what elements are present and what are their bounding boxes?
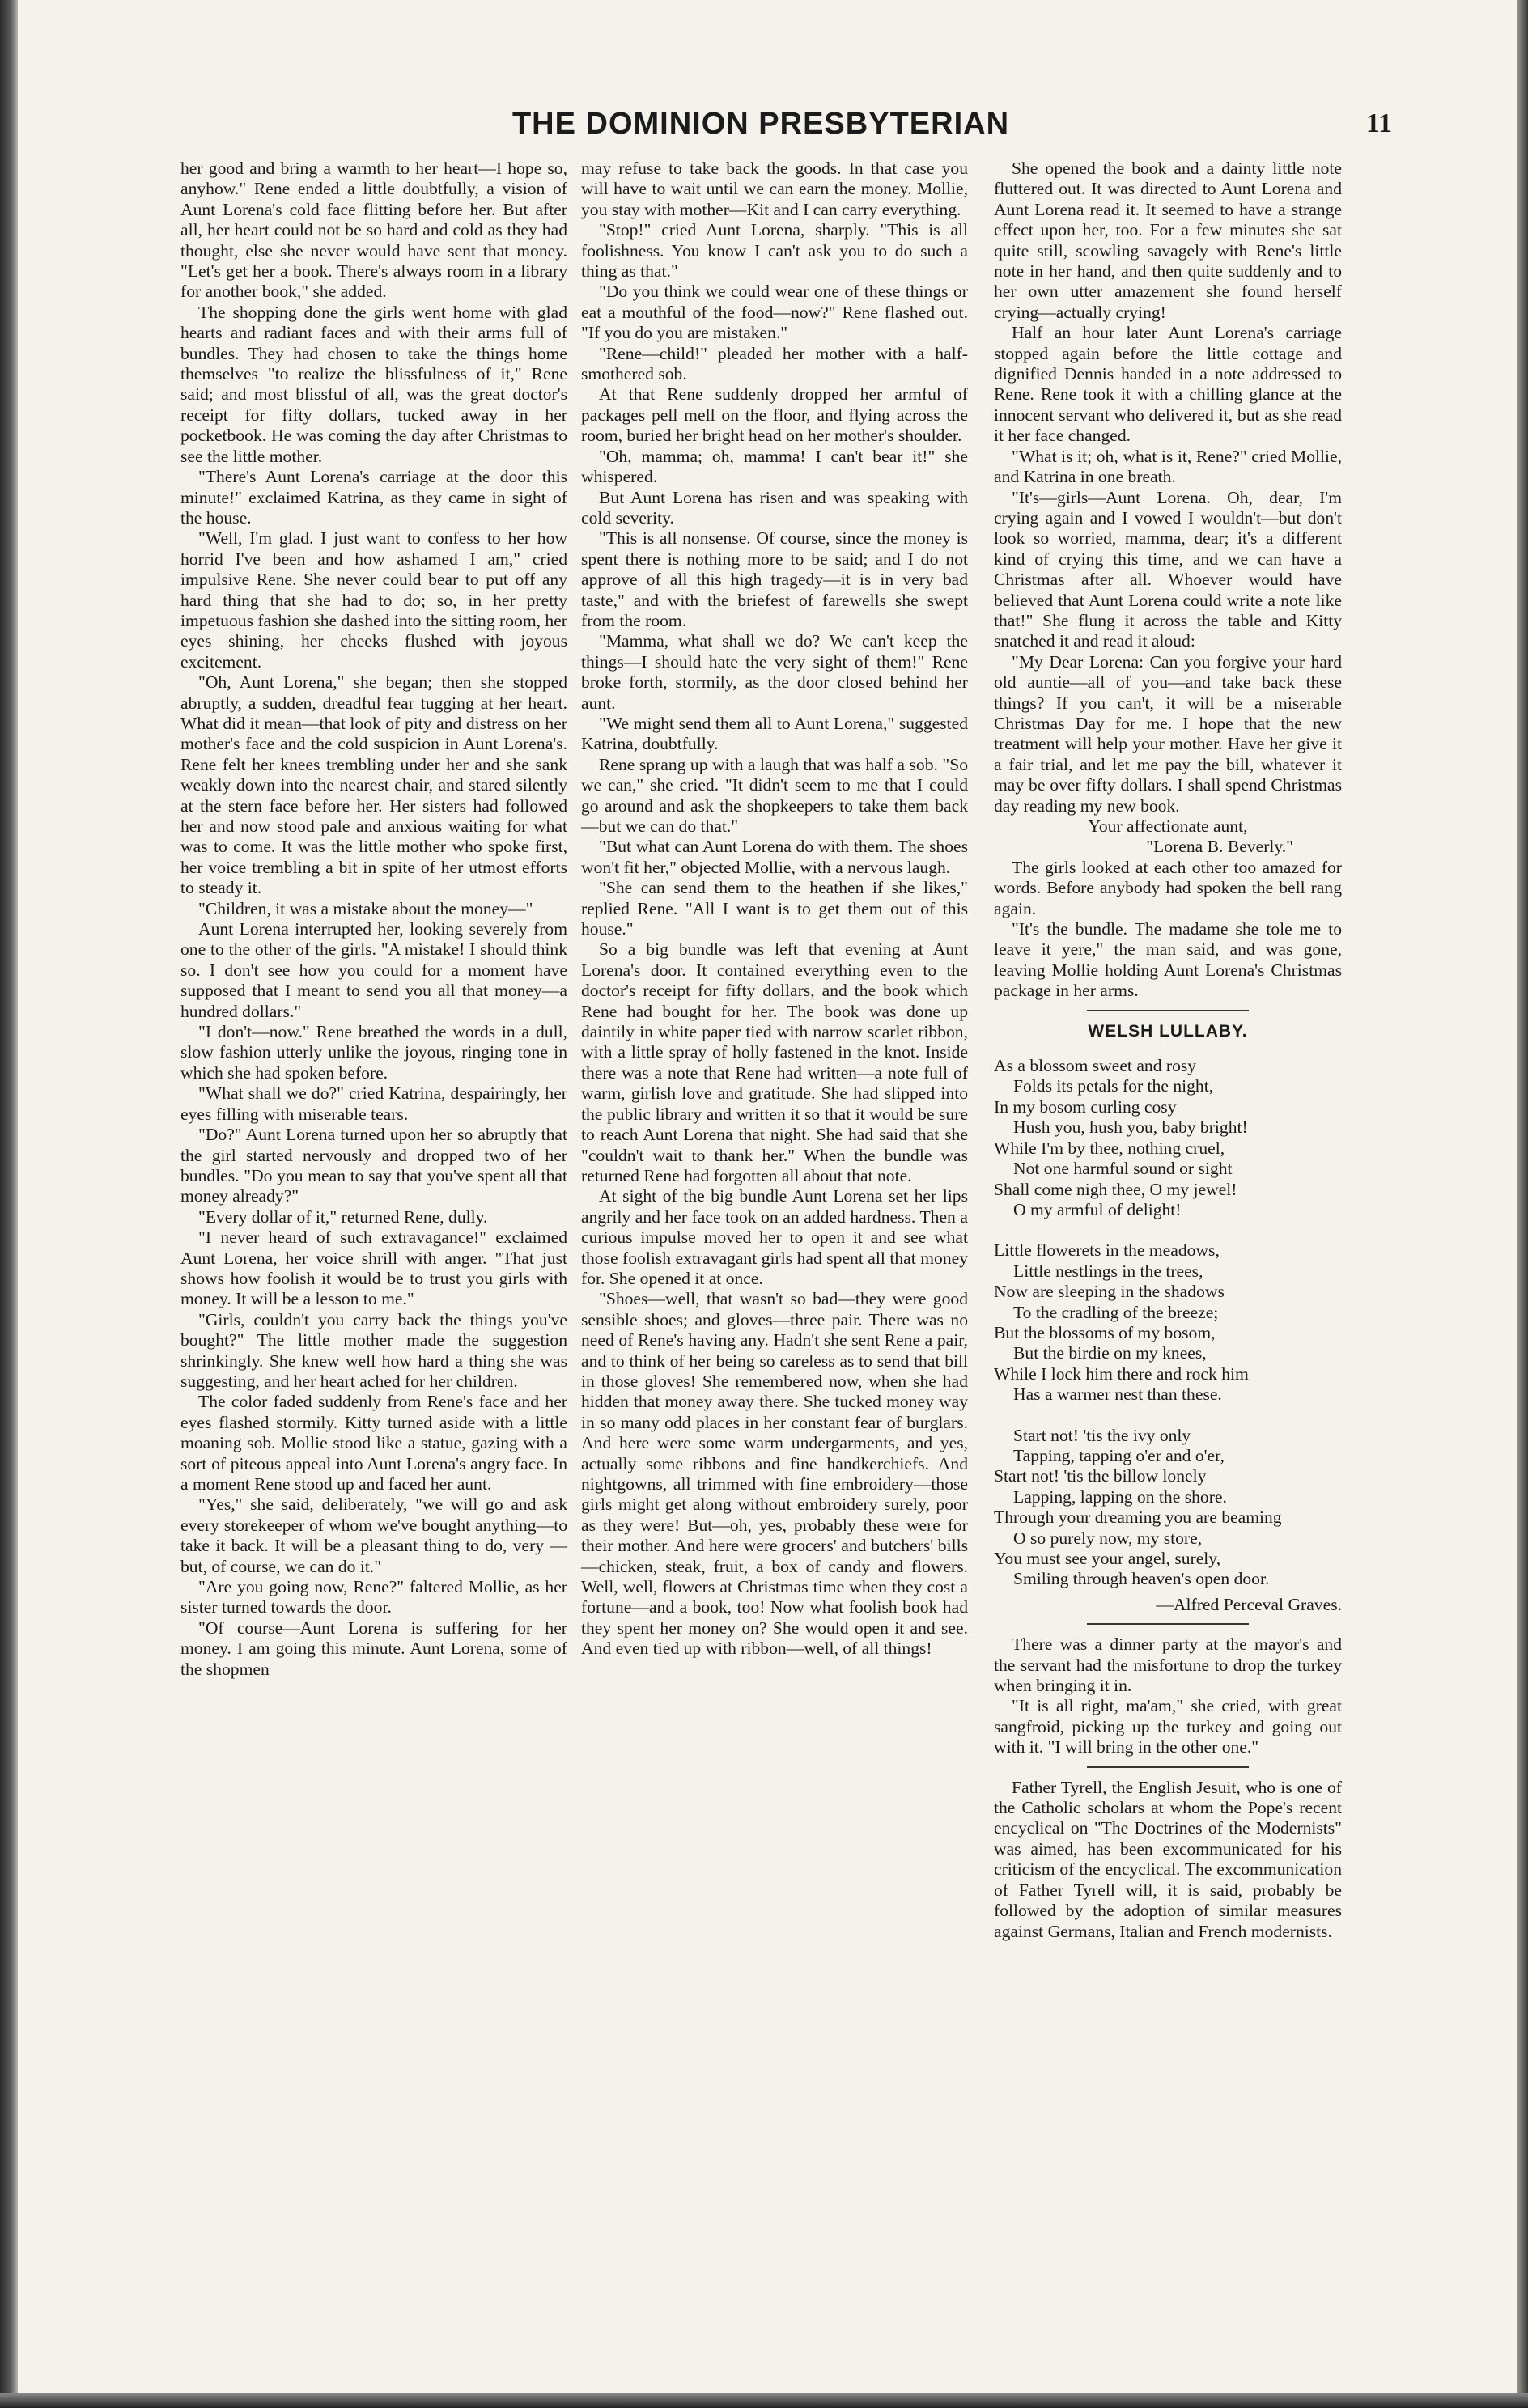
paragraph: "We might send them all to Aunt Lorena," suggested Katrina, doubtfully. — [581, 713, 968, 754]
divider-rule — [1087, 1623, 1249, 1625]
poem-line: Hush you, hush you, baby bright! — [1013, 1117, 1248, 1138]
poem-line: Lapping, lapping on the shore. — [1013, 1486, 1227, 1507]
paragraph: "This is all nonsense. Of course, since the money is spent there is nothing more to be said; and I do not approve of all this high tragedy—it is in very bad taste," and with the briefest of farewells she swept from the room. — [581, 528, 968, 630]
paragraph: "Rene—child!" pleaded her mother with a half-smothered sob. — [581, 343, 968, 384]
paragraph: "Stop!" cried Aunt Lorena, sharply. "This is all foolishness. You know I can't ask you to do such a thing as that." — [581, 220, 968, 282]
poem-line: Now are sleeping in the shadows — [994, 1282, 1225, 1302]
paragraph: "My Dear Lorena: Can you forgive your hard old auntie—all of you—and take back these things? If you can't, it will be a miserable Christmas Day for me. I hope that the new treatment will help your mother. Have her give it a fair trial, and let me pay the bill, whatever it may be over fifty dollars. I shall spend Christmas day reading my new book. — [994, 651, 1342, 816]
poem-line: While I lock him there and rock him — [994, 1363, 1249, 1384]
paragraph: Half an hour later Aunt Lorena's carriage stopped again before the little cottage and dignified Dennis handed in a note addressed to Rene. Rene took it with a chilling glance at the innocent servant who delivered it, but as she read it her face changed. — [994, 323, 1342, 446]
paragraph: Aunt Lorena interrupted her, looking severely from one to the other of the girls. "A mistake! I should think so. I don't see how you could for a moment have supposed that I meant to send you all that money—a hundred dollars." — [180, 919, 567, 1021]
poem-line: In my bosom curling cosy — [994, 1096, 1177, 1117]
column-3 — [994, 159, 1342, 1942]
paragraph: "Do?" Aunt Lorena turned upon her so abruptly that the girl started nervously and dropped two of her bundles. "Do you mean to say that you've spent all that money already?" — [180, 1125, 567, 1206]
paragraph: "Shoes—well, that wasn't so bad—they were good sensible shoes; and gloves—three pair. There was no need of Rene's having any. Hadn't she sent Rene a pair, and to think of her being so careless as to send that bill in those gloves! She remembered now, when she had hidden that money away there. She tucked money way in so many odd places in her constant fear of burglars. And here were some warm undergarments, and yes, actually some ribbons and fine handkerchiefs. And nightgowns, all trimmed with fine embroidery—those girls might get along without embroidery surely, poor as they were! But—oh, yes, probably these were for their mother. And here were grocers' and butchers' bills—chicken, steak, fruit, a box of candy and flowers. Well, well, flowers at Christmas time when they cost a fortune—and a book, too! Now what foolish book had they spent her money on? She would open it and see. And even tied up with ribbon—well, of all things! — [581, 1289, 968, 1659]
paragraph: "But what can Aunt Lorena do with them. The shoes won't fit her," objected Mollie, with a nervous laugh. — [581, 837, 968, 877]
poem-line: Shall come nigh thee, O my jewel! — [994, 1179, 1237, 1199]
page-edge-bottom — [0, 2393, 1528, 2408]
paragraph: At sight of the big bundle Aunt Lorena set her lips angrily and her face took on an added hardness. Then a curious impulse moved her to open it and see what those foolish extravagant girls had spent all that money for. She opened it at once. — [581, 1186, 968, 1288]
paragraph: "Girls, couldn't you carry back the things you've bought?" The little mother made the suggestion shrinkingly. She knew well how hard a thing she was suggesting, and her heart ached for her children. — [180, 1309, 567, 1391]
paragraph: The girls looked at each other too amazed for words. Before anybody had spoken the bell rang again. — [994, 857, 1342, 918]
poem-line: You must see your angel, surely, — [994, 1549, 1221, 1568]
masthead — [162, 107, 1392, 144]
divider-rule — [1087, 1766, 1249, 1768]
poem-stanza — [994, 1056, 1342, 1220]
poem-line: Has a warmer nest than these. — [1013, 1384, 1222, 1405]
paragraph: "Yes," she said, deliberately, "we will go and ask every storekeeper of whom we've bought anything—to take it back. It will be a pleasant thing to do, very —but, of course, we can do it." — [180, 1494, 567, 1576]
paragraph: "Well, I'm glad. I just want to confess to her how horrid I've been and how ashamed I am," cried impulsive Rene. She never could bear to put off any hard thing that she had to do; so, in her pretty impetuous fashion she dashed into the sitting room, her eyes shining, her cheeks flushed with joyous excitement. — [180, 528, 567, 672]
poem — [994, 1056, 1342, 1615]
paragraph: "What shall we do?" cried Katrina, despairingly, her eyes filling with miserable tears. — [180, 1083, 567, 1124]
paragraph: The shopping done the girls went home with glad hearts and radiant faces and with their arms full of bundles. They had chosen to take the things home themselves "to realize the blissfulness of it," Rene said; and most blissful of all, was the great doctor's receipt for fifty dollars, tucked away in her pocketbook. He was coming the day after Christmas to see the little mother. — [180, 302, 567, 466]
paragraph: There was a dinner party at the mayor's and the servant had the misfortune to drop the turkey when bringing it in. — [994, 1634, 1342, 1696]
paragraph: At that Rene suddenly dropped her armful of packages pell mell on the floor, and flying across the room, buried her bright head on her mother's shoulder. — [581, 384, 968, 446]
column-2 — [581, 159, 968, 1660]
poem-stanza — [994, 1240, 1342, 1405]
paragraph: Father Tyrell, the English Jesuit, who is one of the Catholic scholars at whom the Pope's recent encyclical on "The Doctrines of the Modernists" was aimed, has been excommunicated for his criticism of the encyclical. The excommunication of Father Tyrell will, it is said, probably be followed by the adoption of similar measures against Germans, Italian and French modernists. — [994, 1777, 1342, 1941]
paragraph: The color faded suddenly from Rene's face and her eyes flashed stormily. Kitty turned aside with a little moaning sob. Mollie stood like a statue, gazing with a sort of piteous appeal into Aunt Lorena's angry face. In a moment Rene stood up and faced her aunt. — [180, 1392, 567, 1494]
poem-line: But the birdie on my knees, — [1013, 1343, 1207, 1363]
paragraph: "It's the bundle. The madame she tole me to leave it yere," the man said, and was gone, leaving Mollie holding Aunt Lorena's Christmas package in her arms. — [994, 919, 1342, 1001]
poem-line: While I'm by thee, nothing cruel, — [994, 1138, 1225, 1158]
paragraph: "Children, it was a mistake about the money—" — [198, 898, 533, 918]
paragraph: her good and bring a warmth to her heart—I hope so, anyhow." Rene ended a little doubtfully, a vision of Aunt Lorena's cold face flitting before her. But after all, her heart could not be so hard and cold as they had thought, else she never would have sent that money. "Let's get her a book. There's always room in a library for another book," she added. — [180, 159, 567, 302]
poem-author: —Alfred Perceval Graves. — [1156, 1594, 1342, 1614]
poem-line: As a blossom sweet and rosy — [994, 1056, 1197, 1076]
poem-stanza — [994, 1426, 1342, 1590]
letter-closing: Your affectionate aunt, — [1088, 816, 1248, 836]
paragraph: "Of course—Aunt Lorena is suffering for her money. I am going this minute. Aunt Lorena, some of the shopmen — [180, 1617, 567, 1679]
paragraph: "There's Aunt Lorena's carriage at the door this minute!" exclaimed Katrina, as they came in sight of the house. — [180, 467, 567, 528]
paragraph: So a big bundle was left that evening at Aunt Lorena's door. It contained everything even to the doctor's receipt for fifty dollars, and the book which Rene had bought for her. The book was done up daintily in white paper tied with narrow scarlet ribbon, with a little spray of holly fastened in the knot. Inside there was a note that Rene had written—a note full of warm, girlish love and gratitude. She had slipped into the public library and written it so that it would be sure to reach Aunt Lorena that night. She had said that she "couldn't wait to thank her." When the bundle was returned Rene had forgotten all about that note. — [581, 939, 968, 1185]
letter-signature: "Lorena B. Beverly." — [1146, 837, 1293, 857]
paragraph: Rene sprang up with a laugh that was half a sob. "So we can," she cried. "It didn't seem to me that I could go around and ask the shopkeepers to take them back—but we can do that." — [581, 754, 968, 836]
poem-line: Not one harmful sound or sight — [1013, 1159, 1233, 1179]
poem-line: Tapping, tapping o'er and o'er, — [1013, 1445, 1225, 1465]
poem-line: But the blossoms of my bosom, — [994, 1322, 1216, 1342]
paragraph: "It's—girls—Aunt Lorena. Oh, dear, I'm crying again and I vowed I wouldn't—but don't look so worried, mamma, dear; it's a different kind of crying this time, and we can have a Christmas after all. Whoever would have believed that Aunt Lorena could write a note like that!" She flung it across the table and Kitty snatched it and read it aloud: — [994, 487, 1342, 651]
poem-line: Start not! 'tis the ivy only — [1013, 1425, 1191, 1445]
poem-line: O my armful of delight! — [1013, 1199, 1182, 1219]
paragraph: "She can send them to the heathen if she likes," replied Rene. "All I want is to get them out of this house." — [581, 878, 968, 939]
poem-line: Little nestlings in the trees, — [1013, 1261, 1203, 1281]
paragraph: "Are you going now, Rene?" faltered Mollie, as her sister turned towards the door. — [180, 1577, 567, 1617]
paragraph: "What is it; oh, what is it, Rene?" cried Mollie, and Katrina in one breath. — [994, 446, 1342, 487]
paragraph: may refuse to take back the goods. In that case you will have to wait until we can earn the money. Mollie, you stay with mother—Kit and I can carry everything. — [581, 159, 968, 219]
paragraph: "I don't—now." Rene breathed the words in a dull, slow fashion utterly unlike the joyous, ringing tone in which she had spoken before. — [180, 1022, 567, 1083]
poem-line: Folds its petals for the night, — [1013, 1076, 1214, 1096]
paragraph: She opened the book and a dainty little note fluttered out. It was directed to Aunt Lorena and Aunt Lorena read it. It seemed to have a strange effect upon her, too. For a few minutes she sat quite still, scowling savagely with Rene's little note in her hand, and then quite suddenly and to her own utter amazement she found herself crying—actually crying! — [994, 159, 1342, 322]
poem-line: O so purely now, my store, — [1013, 1528, 1203, 1548]
page-edge-right — [1517, 0, 1528, 2408]
page-edge-left — [0, 0, 18, 2408]
divider-rule — [1087, 1010, 1249, 1011]
masthead-title: THE DOMINION PRESBYTERIAN — [511, 107, 1010, 141]
paragraph: "Oh, Aunt Lorena," she began; then she stopped abruptly, a sudden, dreadful fear tugging at her heart. What did it mean—that look of pity and distress on her mother's face and the cold suspicion in Aunt Lorena's. Rene felt her knees trembling under her and she sank weakly down into the nearest chair, and stared silently at the stern face before her. Her sisters had followed her and now stood pale and anxious waiting for what was to come. It was the little mother who spoke first, her voice trembling a bit in spite of her utmost efforts to steady it. — [180, 672, 567, 898]
paragraph: "Do you think we could wear one of these things or eat a mouthful of the food—now?" Rene flashed out. "If you do you are mistaken." — [581, 282, 968, 343]
poem-line: To the cradling of the breeze; — [1013, 1302, 1219, 1322]
paragraph: "Mamma, what shall we do? We can't keep the things—I should hate the very sight of them!" Rene broke forth, stormily, as the door closed behind her aunt. — [581, 631, 968, 713]
poem-line: Little flowerets in the meadows, — [994, 1240, 1220, 1261]
paragraph: "Every dollar of it," returned Rene, dully. — [198, 1206, 488, 1227]
poem-title: WELSH LULLABY. — [1088, 1021, 1248, 1041]
poem-line: Smiling through heaven's open door. — [1013, 1569, 1270, 1589]
poem-line: Start not! 'tis the billow lonely — [994, 1466, 1207, 1486]
paragraph: But Aunt Lorena has risen and was speaking with cold severity. — [581, 487, 968, 528]
paragraph: "Oh, mamma; oh, mamma! I can't bear it!" she whispered. — [581, 446, 968, 487]
column-1 — [180, 159, 567, 1680]
paragraph: "It is all right, ma'am," she cried, with great sangfroid, picking up the turkey and going out with it. "I will bring in the other one." — [994, 1696, 1342, 1757]
poem-line: Through your dreaming you are beaming — [994, 1507, 1282, 1528]
page-number: 11 — [1365, 108, 1392, 138]
paragraph: "I never heard of such extravagance!" exclaimed Aunt Lorena, her voice shrill with anger. "That just shows how foolish it would be to trust you girls with money. It will be a lesson to me." — [180, 1227, 567, 1309]
